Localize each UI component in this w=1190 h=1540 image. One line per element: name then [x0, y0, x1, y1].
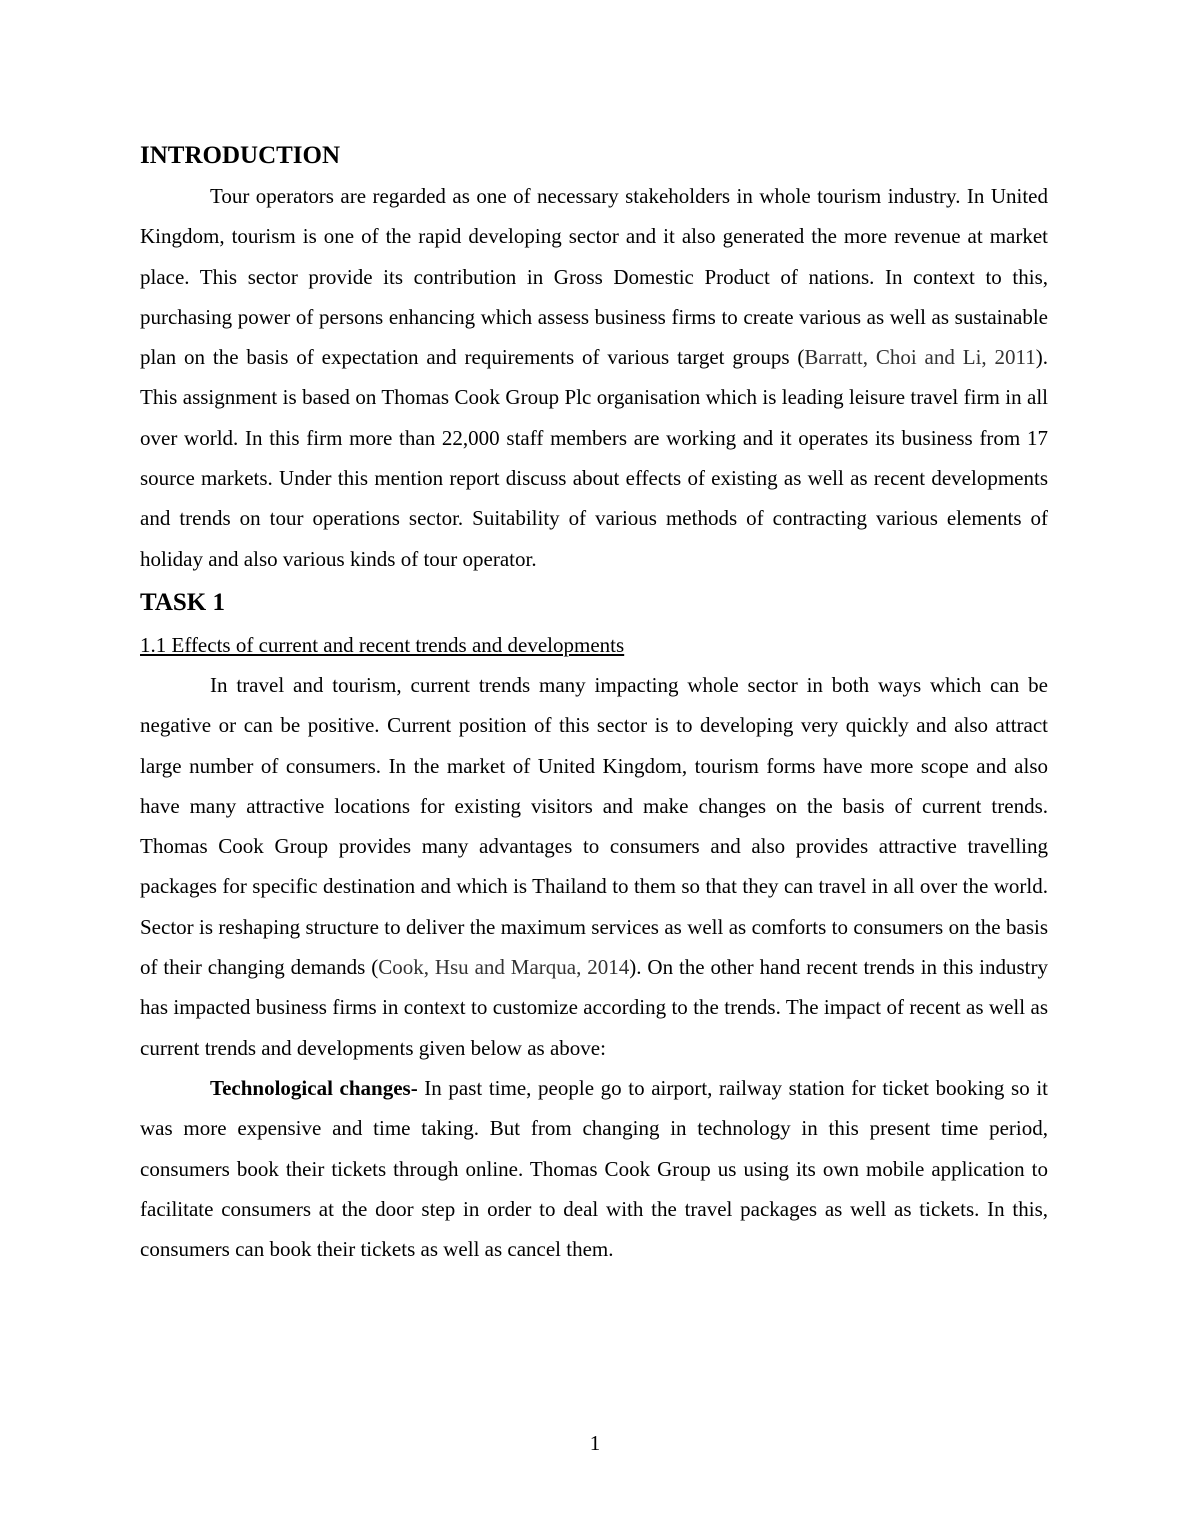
introduction-paragraph: [140, 176, 1048, 579]
task1-paragraph: [140, 665, 1048, 1068]
task1-text-part-2: ). On the other hand recent trends in this industry has impacted business firms in context to customize according to the trends. The impact of recent as well as current trends and developments given below as above:: [140, 955, 1049, 1060]
task1-citation: Cook, Hsu and Marqua, 2014: [378, 955, 630, 980]
task1-text-part-1: In travel and tourism, current trends many impacting whole sector in both ways which can be negative or can be positive. Current position of this sector is to developing very quickly and also attract large number of consumers. In the market of United Kingdom, tourism forms have more scope and also have many attractive locations for existing visitors and make changes on the basis of current trends. Thomas Cook Group provides many advantages to consumers and also provides attractive travelling packages for specific destination and which is Thailand to them so that they can travel in all over the world. Sector is reshaping structure to deliver the maximum services as well as comforts to consumers on the basis of their changing demands (: [140, 672, 1048, 980]
task1-heading: TASK 1: [140, 588, 225, 616]
document-page: [140, 136, 1048, 1269]
page-number: 1: [589, 1431, 601, 1455]
introduction-citation: Barratt, Choi and Li, 2011: [804, 345, 1036, 370]
technological-changes-paragraph: [140, 1068, 1048, 1269]
introduction-text-part-2: ). This assignment is based on Thomas Cook Group Plc organisation which is leading leisure travel firm in all over world. In this firm more than 22,000 staff members are working and it operates its business from 17 source markets. Under this mention report discuss about effects of existing as well as recent developments and trends on tour operations sector. Suitability of various methods of contracting various elements of holiday and also various kinds of tour operator.: [140, 345, 1048, 571]
task1-subheading: 1.1 Effects of current and recent trends and developments: [140, 632, 625, 657]
introduction-text-part-1: Tour operators are regarded as one of necessary stakeholders in whole tourism industry. In United Kingdom, tourism is one of the rapid developing sector and it also generated the more revenue at market place. This sector provide its contribution in Gross Domestic Product of nations. In context to this, purchasing power of persons enhancing which assess business firms to create various as well as sustainable plan on the basis of expectation and requirements of various target groups (: [140, 184, 1048, 370]
introduction-heading: INTRODUCTION: [140, 142, 341, 169]
technological-changes-label: Technological changes-: [210, 1075, 418, 1100]
technological-changes-text: In past time, people go to airport, railway station for ticket booking so it was more expensive and time taking. But from changing in technology in this present time period, consumers book their tickets through online. Thomas Cook Group us using its own mobile application to facilitate consumers at the door step in order to deal with the travel packages as well as tickets. In this, consumers can book their tickets as well as cancel them.: [140, 1075, 1048, 1262]
